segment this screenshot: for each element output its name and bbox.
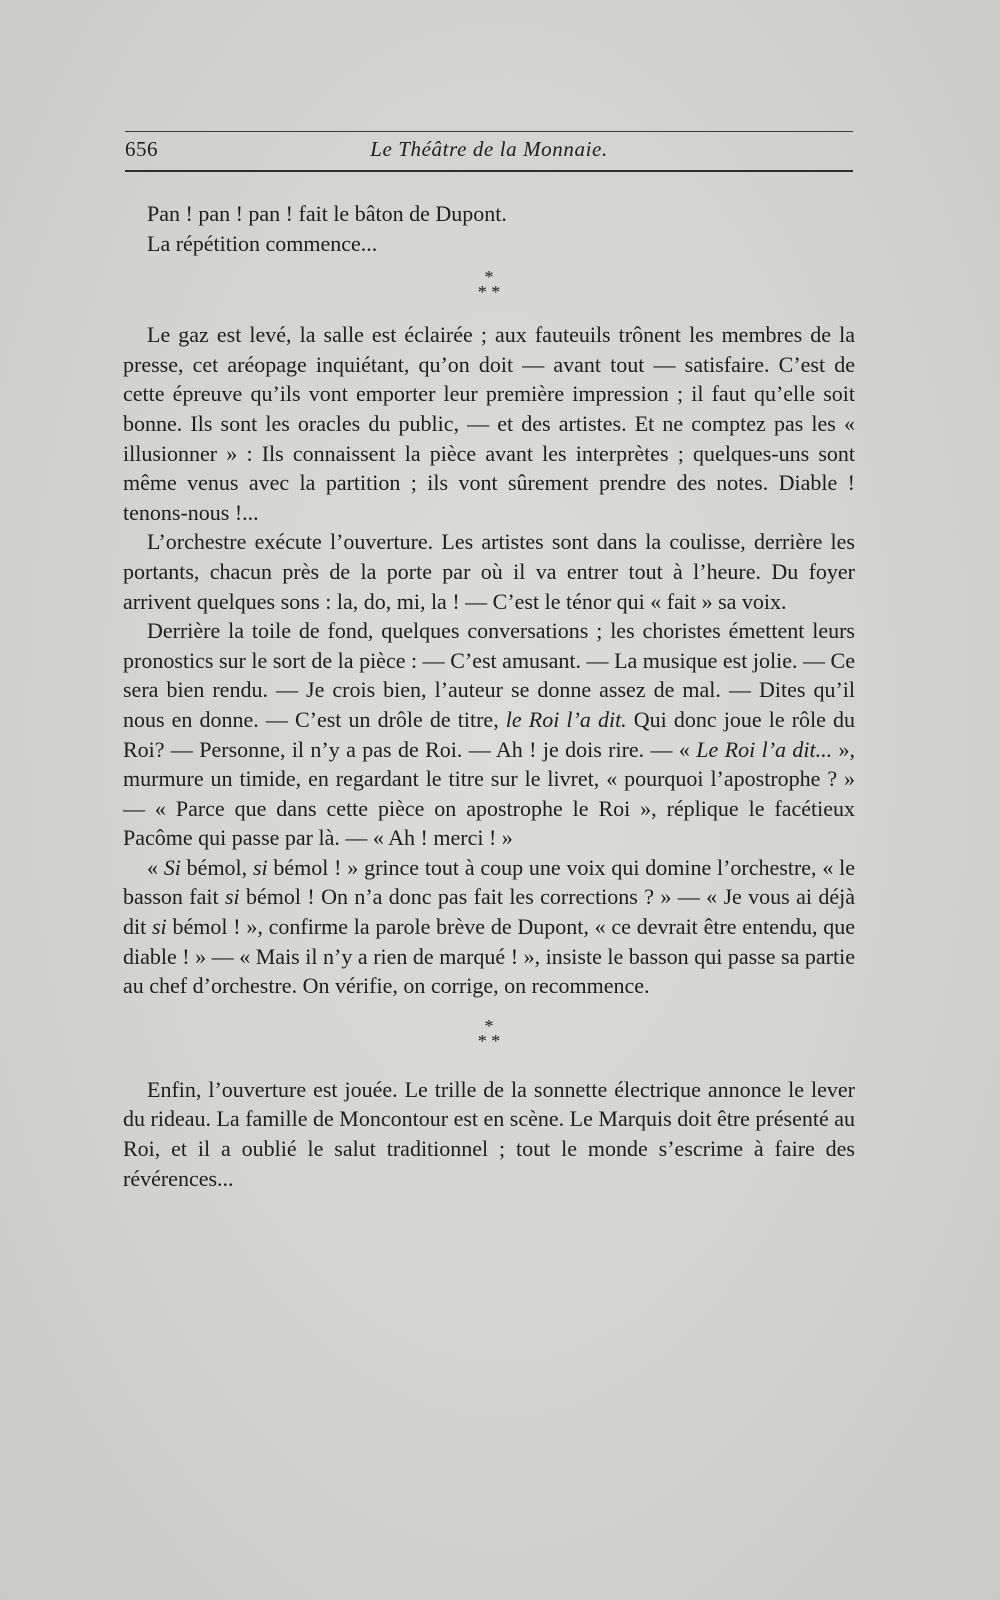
section-break-asterism-2	[123, 1001, 855, 1075]
paragraph-6-si-4: si	[152, 914, 167, 940]
paragraph-2: La répétition commence...	[147, 230, 378, 256]
running-title: Le Théâtre de la Monnaie.	[370, 137, 608, 161]
paragraph-6-text-b: bémol,	[180, 854, 253, 880]
paragraph-5-text-b: Qui donc joue le rôle du Roi? — Personne, il n’y a pas de Roi. — Ah ! je dois rire. — «	[123, 706, 855, 762]
paragraph-6	[123, 853, 855, 1001]
paragraph-5-quote-italic: Le Roi l’a dit...	[696, 736, 833, 762]
paragraph-6-text-c: bémol ! » grince tout à coup une voix qui domine l’orchestre, « le basson fait	[123, 854, 855, 910]
paragraph-6-text-d: bémol ! On n’a donc pas fait les corrections ? » — « Je vous ai déjà dit	[123, 884, 856, 940]
paragraph-4: L’orchestre exécute l’ouverture. Les artistes sont dans la coulisse, derrière les portants, chacun près de la porte par où il va entrer tout à l’heure. Du foyer arrivent quelques sons : la, do, mi, la ! — C’est le ténor qui « fait » sa voix.	[123, 529, 855, 614]
paragraph-6-si-1: Si	[163, 854, 181, 880]
page-number: 656	[125, 137, 158, 161]
header-rule-top	[125, 131, 853, 132]
paragraph-6-si-2: si	[252, 854, 268, 880]
asterism-bottom: * *	[477, 282, 501, 303]
paragraph-5-title-italic: le Roi l’a dit.	[505, 706, 627, 732]
paragraph-6-text-a: «	[147, 854, 164, 880]
section-break-asterism	[123, 258, 855, 320]
asterism-top: *	[484, 267, 494, 288]
paragraph-7: Enfin, l’ouverture est jouée. Le trille de la sonnette électrique annonce le lever du rideau. La famille de Moncontour est en scène. Le Marquis doit être présenté au Roi, et il a oublié le salut traditionnel ; tout le monde s’escrime à faire des révérences...	[123, 1076, 855, 1191]
paragraph-5-text-c: », murmure un timide, en regardant le titre sur le livret, « pourquoi l’apostrophe ? » — « Parce que dans cette pièce on apostrophe le Roi », réplique le facétieux Pacôme qui passe par là. — « Ah ! merci ! »	[123, 736, 855, 851]
paragraph-6-text-e: bémol ! », confirme la parole brève de Dupont, « ce devrait être entendu, que diable ! » — « Mais il n’y a rien de marqué ! », insiste le basson qui passe sa partie au chef d’orchestre. On vérifie, on corrige, on recommence.	[123, 914, 855, 999]
header-rule-bottom	[125, 170, 853, 172]
asterism-2-top: *	[484, 1015, 494, 1036]
paragraph-5	[123, 616, 855, 853]
running-head	[125, 137, 853, 167]
paragraph-6-si-3: si	[224, 884, 240, 910]
asterism-2-bottom: * *	[477, 1030, 501, 1051]
paragraph-5-text-a: Derrière la toile de fond, quelques conversations ; les choristes émettent leurs pronostics sur le sort de la pièce : — C’est amusant. — La musique est jolie. — Ce sera bien rendu. — Je crois bien, l’auteur se donne assez de mal. — Dites qu’il nous en donne. — C’est un drôle de titre,	[123, 618, 855, 732]
body-text	[123, 199, 855, 1193]
paragraph-1: Pan ! pan ! pan ! fait le bâton de Dupont.	[147, 201, 507, 226]
paragraph-3: Le gaz est levé, la salle est éclairée ; aux fauteuils trônent les membres de la presse, cet aréopage inquiétant, qu’on doit — avant tout — satisfaire. C’est de cette épreuve qu’ils vont emporter leur première impression ; il faut qu’elle soit bonne. Ils sont les oracles du public, — et des artistes. Et ne comptez pas les « illusionner » : Ils connaissent la pièce avant les interprètes ; quelques-uns sont même venus avec la partition ; ils vont sûrement prendre des notes. Diable ! tenons-nous !...	[123, 322, 855, 525]
